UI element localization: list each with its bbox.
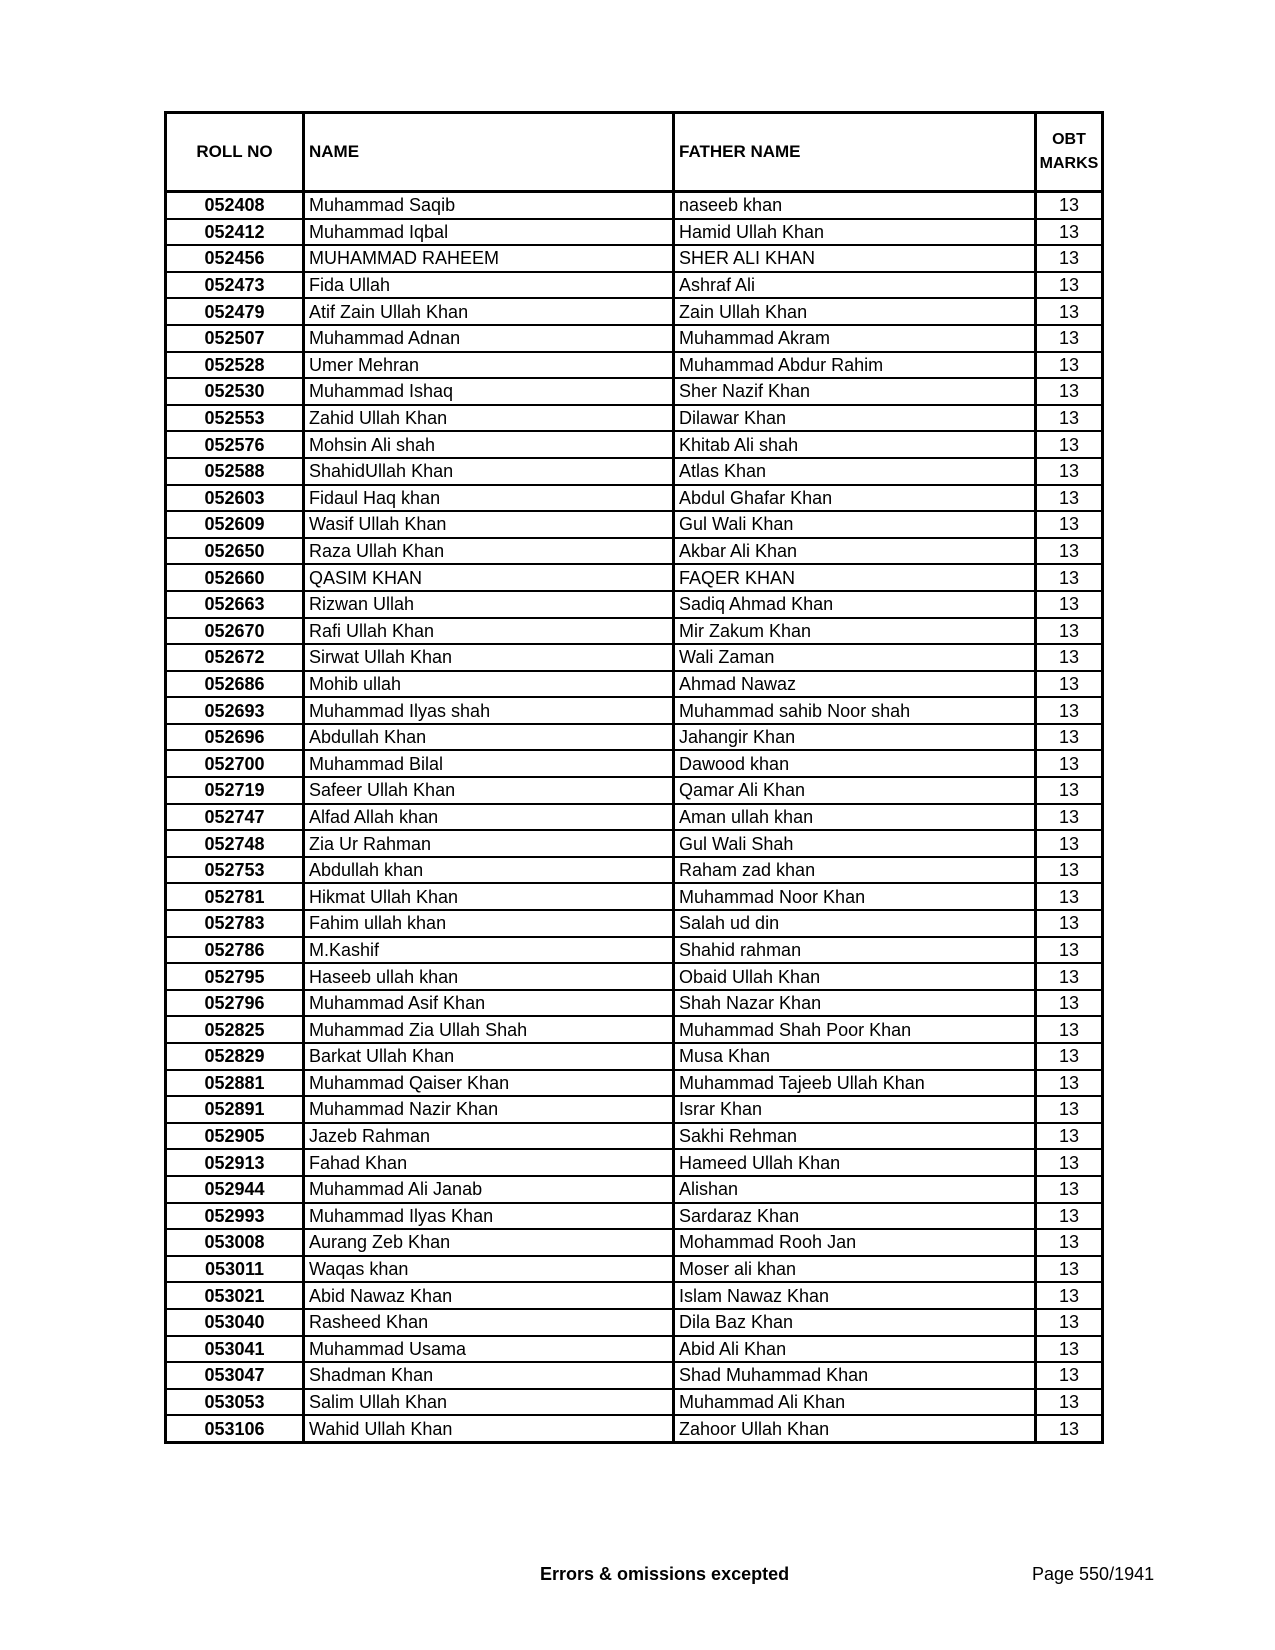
father-name-cell: Raham zad khan bbox=[674, 857, 1036, 884]
father-name-cell: Muhammad Noor Khan bbox=[674, 883, 1036, 910]
obt-marks-cell: 13 bbox=[1036, 1123, 1103, 1150]
father-name-cell: Shah Nazar Khan bbox=[674, 990, 1036, 1017]
obt-marks-cell: 13 bbox=[1036, 618, 1103, 645]
table-row bbox=[166, 1070, 1103, 1097]
father-name-cell: Mir Zakum Khan bbox=[674, 618, 1036, 645]
obt-marks-cell: 13 bbox=[1036, 591, 1103, 618]
roll-no-cell: 052530 bbox=[166, 378, 304, 405]
father-name-cell: Shad Muhammad Khan bbox=[674, 1362, 1036, 1389]
obt-marks-cell: 13 bbox=[1036, 910, 1103, 937]
results-table bbox=[164, 111, 1104, 1444]
obt-marks-cell: 13 bbox=[1036, 219, 1103, 246]
father-name-cell: Gul Wali Khan bbox=[674, 511, 1036, 538]
table-row bbox=[166, 910, 1103, 937]
name-cell: Mohib ullah bbox=[304, 671, 674, 698]
father-name-cell: Zain Ullah Khan bbox=[674, 298, 1036, 325]
roll-no-cell: 052650 bbox=[166, 538, 304, 565]
table-row bbox=[166, 245, 1103, 272]
roll-no-cell: 052944 bbox=[166, 1176, 304, 1203]
table-row bbox=[166, 325, 1103, 352]
roll-no-cell: 052825 bbox=[166, 1016, 304, 1043]
name-cell: Raza Ullah Khan bbox=[304, 538, 674, 565]
obt-marks-cell: 13 bbox=[1036, 804, 1103, 831]
table-row bbox=[166, 644, 1103, 671]
father-name-cell: Muhammad Abdur Rahim bbox=[674, 352, 1036, 379]
father-name-cell: Dila Baz Khan bbox=[674, 1309, 1036, 1336]
roll-no-cell: 052663 bbox=[166, 591, 304, 618]
roll-no-cell: 052696 bbox=[166, 724, 304, 751]
obt-marks-cell: 13 bbox=[1036, 671, 1103, 698]
header-roll-no: ROLL NO bbox=[166, 113, 304, 192]
roll-no-cell: 052528 bbox=[166, 352, 304, 379]
roll-no-cell: 052672 bbox=[166, 644, 304, 671]
father-name-cell: Muhammad Shah Poor Khan bbox=[674, 1016, 1036, 1043]
father-name-cell: Israr Khan bbox=[674, 1096, 1036, 1123]
father-name-cell: Muhammad Akram bbox=[674, 325, 1036, 352]
father-name-cell: Hameed Ullah Khan bbox=[674, 1149, 1036, 1176]
table-row bbox=[166, 857, 1103, 884]
table-body bbox=[166, 192, 1103, 1443]
roll-no-cell: 052786 bbox=[166, 937, 304, 964]
name-cell: Muhammad Saqib bbox=[304, 192, 674, 219]
table-row bbox=[166, 1176, 1103, 1203]
father-name-cell: naseeb khan bbox=[674, 192, 1036, 219]
obt-marks-cell: 13 bbox=[1036, 1070, 1103, 1097]
table-row bbox=[166, 431, 1103, 458]
name-cell: Fahim ullah khan bbox=[304, 910, 674, 937]
obt-marks-cell: 13 bbox=[1036, 298, 1103, 325]
name-cell: Abdullah Khan bbox=[304, 724, 674, 751]
father-name-cell: Aman ullah khan bbox=[674, 804, 1036, 831]
roll-no-cell: 053047 bbox=[166, 1362, 304, 1389]
name-cell: Waqas khan bbox=[304, 1256, 674, 1283]
roll-no-cell: 052783 bbox=[166, 910, 304, 937]
father-name-cell: Shahid rahman bbox=[674, 937, 1036, 964]
father-name-cell: Dilawar Khan bbox=[674, 405, 1036, 432]
roll-no-cell: 052412 bbox=[166, 219, 304, 246]
table-row bbox=[166, 298, 1103, 325]
name-cell: Fida Ullah bbox=[304, 272, 674, 299]
roll-no-cell: 052479 bbox=[166, 298, 304, 325]
name-cell: M.Kashif bbox=[304, 937, 674, 964]
roll-no-cell: 052753 bbox=[166, 857, 304, 884]
table-row bbox=[166, 1229, 1103, 1256]
table-row bbox=[166, 378, 1103, 405]
name-cell: Aurang Zeb Khan bbox=[304, 1229, 674, 1256]
father-name-cell: Musa Khan bbox=[674, 1043, 1036, 1070]
obt-marks-cell: 13 bbox=[1036, 1043, 1103, 1070]
father-name-cell: Dawood khan bbox=[674, 750, 1036, 777]
obt-marks-cell: 13 bbox=[1036, 352, 1103, 379]
name-cell: Abid Nawaz Khan bbox=[304, 1282, 674, 1309]
table-row bbox=[166, 591, 1103, 618]
table-row bbox=[166, 1415, 1103, 1442]
father-name-cell: Jahangir Khan bbox=[674, 724, 1036, 751]
name-cell: Mohsin Ali shah bbox=[304, 431, 674, 458]
obt-marks-cell: 13 bbox=[1036, 750, 1103, 777]
header-name: NAME bbox=[304, 113, 674, 192]
obt-marks-cell: 13 bbox=[1036, 511, 1103, 538]
name-cell: Muhammad Bilal bbox=[304, 750, 674, 777]
name-cell: Muhammad Ilyas Khan bbox=[304, 1203, 674, 1230]
father-name-cell: Abid Ali Khan bbox=[674, 1336, 1036, 1363]
name-cell: Muhammad Zia Ullah Shah bbox=[304, 1016, 674, 1043]
header-obt-marks-line1: OBT bbox=[1052, 131, 1086, 148]
table-row bbox=[166, 777, 1103, 804]
table-row bbox=[166, 750, 1103, 777]
obt-marks-cell: 13 bbox=[1036, 1016, 1103, 1043]
father-name-cell: Islam Nawaz Khan bbox=[674, 1282, 1036, 1309]
obt-marks-cell: 13 bbox=[1036, 1176, 1103, 1203]
table-row bbox=[166, 618, 1103, 645]
father-name-cell: Muhammad Ali Khan bbox=[674, 1389, 1036, 1416]
name-cell: Fidaul Haq khan bbox=[304, 485, 674, 512]
roll-no-cell: 052913 bbox=[166, 1149, 304, 1176]
table-row bbox=[166, 963, 1103, 990]
obt-marks-cell: 13 bbox=[1036, 830, 1103, 857]
father-name-cell: Wali Zaman bbox=[674, 644, 1036, 671]
roll-no-cell: 052905 bbox=[166, 1123, 304, 1150]
father-name-cell: Obaid Ullah Khan bbox=[674, 963, 1036, 990]
father-name-cell: SHER ALI KHAN bbox=[674, 245, 1036, 272]
table-row bbox=[166, 1389, 1103, 1416]
father-name-cell: Ahmad Nawaz bbox=[674, 671, 1036, 698]
obt-marks-cell: 13 bbox=[1036, 485, 1103, 512]
father-name-cell: Khitab Ali shah bbox=[674, 431, 1036, 458]
table-row bbox=[166, 1256, 1103, 1283]
roll-no-cell: 053041 bbox=[166, 1336, 304, 1363]
table-row bbox=[166, 219, 1103, 246]
roll-no-cell: 052829 bbox=[166, 1043, 304, 1070]
obt-marks-cell: 13 bbox=[1036, 777, 1103, 804]
roll-no-cell: 053021 bbox=[166, 1282, 304, 1309]
name-cell: Wahid Ullah Khan bbox=[304, 1415, 674, 1442]
roll-no-cell: 052747 bbox=[166, 804, 304, 831]
roll-no-cell: 053008 bbox=[166, 1229, 304, 1256]
father-name-cell: Abdul Ghafar Khan bbox=[674, 485, 1036, 512]
obt-marks-cell: 13 bbox=[1036, 405, 1103, 432]
roll-no-cell: 053106 bbox=[166, 1415, 304, 1442]
table-row bbox=[166, 1336, 1103, 1363]
roll-no-cell: 052670 bbox=[166, 618, 304, 645]
obt-marks-cell: 13 bbox=[1036, 538, 1103, 565]
father-name-cell: Gul Wali Shah bbox=[674, 830, 1036, 857]
roll-no-cell: 052693 bbox=[166, 697, 304, 724]
obt-marks-cell: 13 bbox=[1036, 458, 1103, 485]
roll-no-cell: 053011 bbox=[166, 1256, 304, 1283]
page-number: Page 550/1941 bbox=[1032, 1564, 1155, 1584]
name-cell: Muhammad Nazir Khan bbox=[304, 1096, 674, 1123]
obt-marks-cell: 13 bbox=[1036, 1336, 1103, 1363]
obt-marks-cell: 13 bbox=[1036, 1229, 1103, 1256]
roll-no-cell: 052700 bbox=[166, 750, 304, 777]
table-row bbox=[166, 1016, 1103, 1043]
roll-no-cell: 052719 bbox=[166, 777, 304, 804]
father-name-cell: Salah ud din bbox=[674, 910, 1036, 937]
table-row bbox=[166, 1362, 1103, 1389]
roll-no-cell: 052408 bbox=[166, 192, 304, 219]
table-row bbox=[166, 458, 1103, 485]
roll-no-cell: 052576 bbox=[166, 431, 304, 458]
header-row bbox=[166, 113, 1103, 192]
roll-no-cell: 053040 bbox=[166, 1309, 304, 1336]
name-cell: Muhammad Ilyas shah bbox=[304, 697, 674, 724]
obt-marks-cell: 13 bbox=[1036, 1389, 1103, 1416]
roll-no-cell: 052796 bbox=[166, 990, 304, 1017]
roll-no-cell: 052553 bbox=[166, 405, 304, 432]
father-name-cell: Sakhi Rehman bbox=[674, 1123, 1036, 1150]
obt-marks-cell: 13 bbox=[1036, 857, 1103, 884]
table-row bbox=[166, 405, 1103, 432]
roll-no-cell: 052507 bbox=[166, 325, 304, 352]
father-name-cell: Qamar Ali Khan bbox=[674, 777, 1036, 804]
name-cell: Barkat Ullah Khan bbox=[304, 1043, 674, 1070]
name-cell: Wasif Ullah Khan bbox=[304, 511, 674, 538]
obt-marks-cell: 13 bbox=[1036, 963, 1103, 990]
father-name-cell: Ashraf Ali bbox=[674, 272, 1036, 299]
table-row bbox=[166, 485, 1103, 512]
header-father-name: FATHER NAME bbox=[674, 113, 1036, 192]
table-row bbox=[166, 352, 1103, 379]
name-cell: Muhammad Ishaq bbox=[304, 378, 674, 405]
name-cell: Sirwat Ullah Khan bbox=[304, 644, 674, 671]
obt-marks-cell: 13 bbox=[1036, 1203, 1103, 1230]
obt-marks-cell: 13 bbox=[1036, 245, 1103, 272]
obt-marks-cell: 13 bbox=[1036, 272, 1103, 299]
table-row bbox=[166, 272, 1103, 299]
table-row bbox=[166, 830, 1103, 857]
name-cell: ShahidUllah Khan bbox=[304, 458, 674, 485]
obt-marks-cell: 13 bbox=[1036, 1096, 1103, 1123]
roll-no-cell: 052588 bbox=[166, 458, 304, 485]
name-cell: MUHAMMAD RAHEEM bbox=[304, 245, 674, 272]
name-cell: Rasheed Khan bbox=[304, 1309, 674, 1336]
obt-marks-cell: 13 bbox=[1036, 883, 1103, 910]
table-row bbox=[166, 511, 1103, 538]
table-row bbox=[166, 1123, 1103, 1150]
name-cell: Safeer Ullah Khan bbox=[304, 777, 674, 804]
table-row bbox=[166, 937, 1103, 964]
roll-no-cell: 052891 bbox=[166, 1096, 304, 1123]
name-cell: Muhammad Iqbal bbox=[304, 219, 674, 246]
name-cell: Shadman Khan bbox=[304, 1362, 674, 1389]
roll-no-cell: 052456 bbox=[166, 245, 304, 272]
name-cell: Rafi Ullah Khan bbox=[304, 618, 674, 645]
table-row bbox=[166, 1309, 1103, 1336]
name-cell: Salim Ullah Khan bbox=[304, 1389, 674, 1416]
name-cell: Hikmat Ullah Khan bbox=[304, 883, 674, 910]
name-cell: Muhammad Adnan bbox=[304, 325, 674, 352]
table-row bbox=[166, 192, 1103, 219]
name-cell: Rizwan Ullah bbox=[304, 591, 674, 618]
obt-marks-cell: 13 bbox=[1036, 1149, 1103, 1176]
roll-no-cell: 052781 bbox=[166, 883, 304, 910]
name-cell: Fahad Khan bbox=[304, 1149, 674, 1176]
table-row bbox=[166, 1149, 1103, 1176]
father-name-cell: Sadiq Ahmad Khan bbox=[674, 591, 1036, 618]
table-row bbox=[166, 990, 1103, 1017]
name-cell: Jazeb Rahman bbox=[304, 1123, 674, 1150]
name-cell: Alfad Allah khan bbox=[304, 804, 674, 831]
obt-marks-cell: 13 bbox=[1036, 192, 1103, 219]
name-cell: Muhammad Usama bbox=[304, 1336, 674, 1363]
table-row bbox=[166, 804, 1103, 831]
name-cell: Abdullah khan bbox=[304, 857, 674, 884]
name-cell: Umer Mehran bbox=[304, 352, 674, 379]
name-cell: Atif Zain Ullah Khan bbox=[304, 298, 674, 325]
name-cell: Haseeb ullah khan bbox=[304, 963, 674, 990]
obt-marks-cell: 13 bbox=[1036, 1282, 1103, 1309]
obt-marks-cell: 13 bbox=[1036, 937, 1103, 964]
roll-no-cell: 052603 bbox=[166, 485, 304, 512]
roll-no-cell: 053053 bbox=[166, 1389, 304, 1416]
father-name-cell: Zahoor Ullah Khan bbox=[674, 1415, 1036, 1442]
father-name-cell: Muhammad Tajeeb Ullah Khan bbox=[674, 1070, 1036, 1097]
obt-marks-cell: 13 bbox=[1036, 1415, 1103, 1442]
name-cell: Zahid Ullah Khan bbox=[304, 405, 674, 432]
roll-no-cell: 052748 bbox=[166, 830, 304, 857]
obt-marks-cell: 13 bbox=[1036, 564, 1103, 591]
table-row bbox=[166, 564, 1103, 591]
table-row bbox=[166, 1043, 1103, 1070]
father-name-cell: Muhammad sahib Noor shah bbox=[674, 697, 1036, 724]
father-name-cell: Akbar Ali Khan bbox=[674, 538, 1036, 565]
name-cell: Muhammad Qaiser Khan bbox=[304, 1070, 674, 1097]
table-row bbox=[166, 724, 1103, 751]
roll-no-cell: 052609 bbox=[166, 511, 304, 538]
header-obt-marks-line2: MARKS bbox=[1039, 155, 1099, 172]
name-cell: Muhammad Asif Khan bbox=[304, 990, 674, 1017]
footer-disclaimer: Errors & omissions excepted bbox=[540, 1564, 790, 1584]
table-row bbox=[166, 697, 1103, 724]
obt-marks-cell: 13 bbox=[1036, 1362, 1103, 1389]
roll-no-cell: 052660 bbox=[166, 564, 304, 591]
obt-marks-cell: 13 bbox=[1036, 325, 1103, 352]
roll-no-cell: 052993 bbox=[166, 1203, 304, 1230]
table-row bbox=[166, 883, 1103, 910]
table-row bbox=[166, 1203, 1103, 1230]
roll-no-cell: 052795 bbox=[166, 963, 304, 990]
name-cell: Zia Ur Rahman bbox=[304, 830, 674, 857]
father-name-cell: Moser ali khan bbox=[674, 1256, 1036, 1283]
roll-no-cell: 052686 bbox=[166, 671, 304, 698]
father-name-cell: Sardaraz Khan bbox=[674, 1203, 1036, 1230]
name-cell: QASIM KHAN bbox=[304, 564, 674, 591]
father-name-cell: FAQER KHAN bbox=[674, 564, 1036, 591]
obt-marks-cell: 13 bbox=[1036, 378, 1103, 405]
obt-marks-cell: 13 bbox=[1036, 644, 1103, 671]
obt-marks-cell: 13 bbox=[1036, 431, 1103, 458]
table-row bbox=[166, 1282, 1103, 1309]
obt-marks-cell: 13 bbox=[1036, 724, 1103, 751]
table-row bbox=[166, 671, 1103, 698]
obt-marks-cell: 13 bbox=[1036, 1256, 1103, 1283]
table-row bbox=[166, 538, 1103, 565]
father-name-cell: Atlas Khan bbox=[674, 458, 1036, 485]
table-row bbox=[166, 1096, 1103, 1123]
father-name-cell: Hamid Ullah Khan bbox=[674, 219, 1036, 246]
roll-no-cell: 052473 bbox=[166, 272, 304, 299]
obt-marks-cell: 13 bbox=[1036, 1309, 1103, 1336]
father-name-cell: Mohammad Rooh Jan bbox=[674, 1229, 1036, 1256]
name-cell: Muhammad Ali Janab bbox=[304, 1176, 674, 1203]
roll-no-cell: 052881 bbox=[166, 1070, 304, 1097]
header-obt-marks bbox=[1036, 113, 1103, 192]
father-name-cell: Alishan bbox=[674, 1176, 1036, 1203]
obt-marks-cell: 13 bbox=[1036, 990, 1103, 1017]
obt-marks-cell: 13 bbox=[1036, 697, 1103, 724]
father-name-cell: Sher Nazif Khan bbox=[674, 378, 1036, 405]
